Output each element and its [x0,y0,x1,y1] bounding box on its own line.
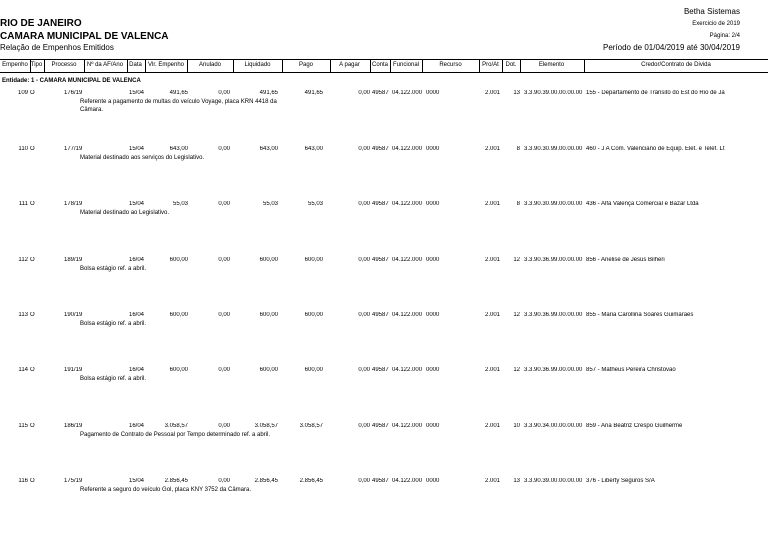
entity-label: Entidade: 1 - CAMARA MUNICIPAL DE VALENCA [2,78,141,84]
cell-tipo: O [30,312,35,318]
cell-empenho: 109 [17,90,28,96]
cell-apagar: 0,00 [358,478,370,484]
column-header: Vlr. Empenho [147,62,185,68]
column-header: A pagar [339,62,360,68]
column-divider [502,60,503,72]
row-description: Pagamento de Contrato de Pessoal por Tempo determinado ref. a abril. [80,432,271,438]
column-divider [44,60,45,72]
cell-tipo: O [30,201,35,207]
cell-recurso: 0000 [426,312,440,318]
cell-credor: 857 - Matheus Pereira Christovao [586,367,676,373]
cell-data: 16/04 [128,423,144,429]
column-divider [127,60,128,72]
column-header: Tipo [30,62,43,68]
report-title: Relação de Empenhos Emitidos [0,43,114,52]
cell-conta: 49587 [372,146,389,152]
cell-funcional: 04.122.000 [392,90,423,96]
cell-conta: 49587 [372,423,389,429]
cell-pago: 491,65 [304,90,323,96]
cell-dot: 13 [513,90,520,96]
row-description: Bolsa estágio ref. a abril. [80,376,147,382]
column-divider [145,60,146,72]
row-description: Material destinado ao Legislativo. [80,210,170,216]
cell-dot: 12 [513,257,520,263]
cell-funcional: 04.122.000 [392,478,423,484]
cell-funcional: 04.122.000 [392,312,423,318]
row-description: Câmara. [80,107,104,113]
cell-recurso: 0000 [426,257,440,263]
cell-elemento: 3.3.90.36.99.00.00.00 [524,312,583,318]
cell-anulado: 0,00 [218,423,230,429]
cell-funcional: 04.122.000 [392,146,423,152]
cell-valor: 600,00 [169,367,188,373]
cell-data: 15/04 [128,478,144,484]
cell-processo: 176/19 [64,90,83,96]
cell-anulado: 0,00 [218,257,230,263]
cell-credor: 436 - Alfa Valença Comercial e Bazar Ltda [586,201,699,207]
cell-recurso: 0000 [426,146,440,152]
exercise-label: Exercicio de 2019 [692,21,740,27]
cell-apagar: 0,00 [358,90,370,96]
cell-conta: 49587 [372,478,389,484]
column-header: Conta [371,62,388,68]
cell-anulado: 0,00 [218,312,230,318]
cell-conta: 49587 [372,257,389,263]
cell-apagar: 0,00 [358,423,370,429]
cell-liquidado: 2.856,45 [254,478,278,484]
column-header: Recurso [439,62,462,68]
cell-credor: 460 - J A Com. Valenciano de Equip. Elet. e Telef. Lt [586,146,725,152]
cell-liquidado: 491,65 [259,90,278,96]
column-divider [187,60,188,72]
cell-data: 16/04 [128,367,144,373]
cell-valor: 600,00 [169,312,188,318]
system-name: Betha Sistemas [683,7,740,16]
cell-valor: 643,00 [169,146,188,152]
cell-dot: 12 [513,312,520,318]
cell-processo: 190/19 [64,312,83,318]
cell-empenho: 110 [18,146,28,152]
column-divider [84,60,85,72]
cell-processo: 175/19 [64,478,83,484]
cell-proat: 2.001 [484,312,500,318]
cell-anulado: 0,00 [218,478,230,484]
cell-processo: 189/19 [64,257,83,263]
cell-pago: 600,00 [304,312,323,318]
column-header: Empenho [2,62,28,68]
column-header: Credor/Contrato de Divida [641,62,711,68]
cell-tipo: O [30,423,35,429]
row-description: Material destinado aos serviços do Legislativo. [80,155,205,161]
cell-proat: 2.001 [484,257,500,263]
cell-pago: 643,00 [304,146,323,152]
column-divider [330,60,331,72]
cell-elemento: 3.3.90.36.99.00.00.00 [524,367,583,373]
column-divider [390,60,391,72]
cell-tipo: O [30,478,35,484]
cell-tipo: O [30,90,35,96]
cell-apagar: 0,00 [358,312,370,318]
cell-anulado: 0,00 [218,146,230,152]
column-header-bar [0,59,768,73]
cell-conta: 49587 [372,312,389,318]
cell-proat: 2.001 [484,90,500,96]
cell-anulado: 0,00 [218,90,230,96]
cell-apagar: 0,00 [358,367,370,373]
cell-dot: 10 [513,423,520,429]
cell-pago: 55,03 [307,201,323,207]
cell-empenho: 115 [18,423,28,429]
cell-processo: 178/19 [64,201,83,207]
cell-valor: 600,00 [169,257,188,263]
cell-dot: 8 [516,146,520,152]
cell-processo: 186/19 [64,423,83,429]
cell-empenho: 116 [18,478,28,484]
cell-dot: 12 [513,367,520,373]
row-description: Referente a seguro do veículo Gol, placa KNY 3752 da Câmara. [80,487,251,493]
period-label: Período de 01/04/2019 até 30/04/2019 [602,43,740,52]
cell-recurso: 0000 [426,367,440,373]
cell-credor: 376 - Liberty Seguros S/A [586,478,655,484]
cell-apagar: 0,00 [358,257,370,263]
column-divider [422,60,423,72]
column-divider [233,60,234,72]
cell-conta: 49587 [372,367,389,373]
column-header: Pago [298,62,313,68]
cell-data: 16/04 [128,257,144,263]
cell-pago: 2.856,45 [299,478,323,484]
cell-pago: 600,00 [304,257,323,263]
cell-tipo: O [30,146,35,152]
column-divider [520,60,521,72]
cell-liquidado: 600,00 [259,257,278,263]
cell-elemento: 3.3.90.30.99.00.00.00 [524,146,583,152]
cell-apagar: 0,00 [358,146,370,152]
cell-processo: 177/19 [64,146,83,152]
cell-proat: 2.001 [484,423,500,429]
header-city: RIO DE JANEIRO [0,18,82,29]
column-header: Data [129,62,142,68]
cell-tipo: O [30,367,35,373]
header-organization: CAMARA MUNICIPAL DE VALENCA [0,31,169,42]
cell-valor: 491,65 [169,90,188,96]
column-header: Dot. [505,62,517,68]
cell-recurso: 0000 [426,90,440,96]
cell-funcional: 04.122.000 [392,423,423,429]
cell-elemento: 3.3.90.39.00.00.00.00 [524,90,583,96]
column-header: Processo [51,62,77,68]
row-description: Bolsa estágio ref. a abril. [80,321,147,327]
cell-funcional: 04.122.000 [392,257,423,263]
column-header: Nº da AF/Ano [86,62,124,68]
row-description: Bolsa estágio ref. a abril. [80,266,147,272]
cell-anulado: 0,00 [218,201,230,207]
column-divider [479,60,480,72]
cell-conta: 49587 [372,201,389,207]
cell-pago: 3.058,57 [299,423,323,429]
column-divider [282,60,283,72]
column-header: Elemento [538,62,565,68]
cell-funcional: 04.122.000 [392,367,423,373]
cell-liquidado: 55,03 [262,201,278,207]
column-divider [370,60,371,72]
cell-data: 15/04 [128,146,144,152]
cell-recurso: 0000 [426,478,440,484]
cell-processo: 191/19 [64,367,83,373]
page-number: Página: 2/4 [709,33,740,39]
cell-proat: 2.001 [484,201,500,207]
cell-empenho: 111 [18,201,28,207]
cell-data: 15/04 [128,90,144,96]
column-header: Liquidado [244,62,271,68]
cell-data: 16/04 [128,312,144,318]
cell-funcional: 04.122.000 [392,201,423,207]
column-divider [30,60,31,72]
cell-dot: 8 [516,201,520,207]
cell-empenho: 113 [18,312,28,318]
cell-empenho: 114 [18,367,28,373]
cell-credor: 855 - Maria Carollina Soares Guimarães [586,312,694,318]
cell-elemento: 3.3.90.39.00.00.00.00 [524,478,583,484]
cell-proat: 2.001 [484,146,500,152]
cell-liquidado: 643,00 [259,146,278,152]
cell-dot: 13 [513,478,520,484]
cell-credor: 859 - Ana Beatriz Crespo Guilherme [586,423,683,429]
column-header: Funcional [392,62,419,68]
cell-credor: 856 - Anelise de Jesus Bilheri [586,257,665,263]
cell-tipo: O [30,257,35,263]
cell-empenho: 112 [18,257,28,263]
cell-pago: 600,00 [304,367,323,373]
cell-elemento: 3.3.90.34.00.00.00.00 [524,423,583,429]
cell-anulado: 0,00 [218,367,230,373]
cell-valor: 3.058,57 [164,423,188,429]
cell-elemento: 3.3.90.36.99.00.00.00 [524,257,583,263]
column-header: Anulado [198,62,222,68]
column-header: Pro/At [482,62,499,68]
cell-apagar: 0,00 [358,201,370,207]
cell-liquidado: 600,00 [259,312,278,318]
cell-recurso: 0000 [426,201,440,207]
cell-proat: 2.001 [484,367,500,373]
cell-valor: 55,03 [172,201,188,207]
cell-valor: 2.856,45 [164,478,188,484]
cell-data: 15/04 [128,201,144,207]
cell-elemento: 3.3.90.30.99.00.00.00 [524,201,583,207]
cell-liquidado: 600,00 [259,367,278,373]
cell-conta: 49587 [372,90,389,96]
cell-liquidado: 3.058,57 [254,423,278,429]
row-description: Referente a pagamento de multas do veículo Voyage, placa KRN 4418 da [80,99,277,105]
column-divider [584,60,585,72]
cell-proat: 2.001 [484,478,500,484]
cell-credor: 155 - Departamento de Trânsito do Est do Rio de Ja [586,90,725,96]
cell-recurso: 0000 [426,423,440,429]
